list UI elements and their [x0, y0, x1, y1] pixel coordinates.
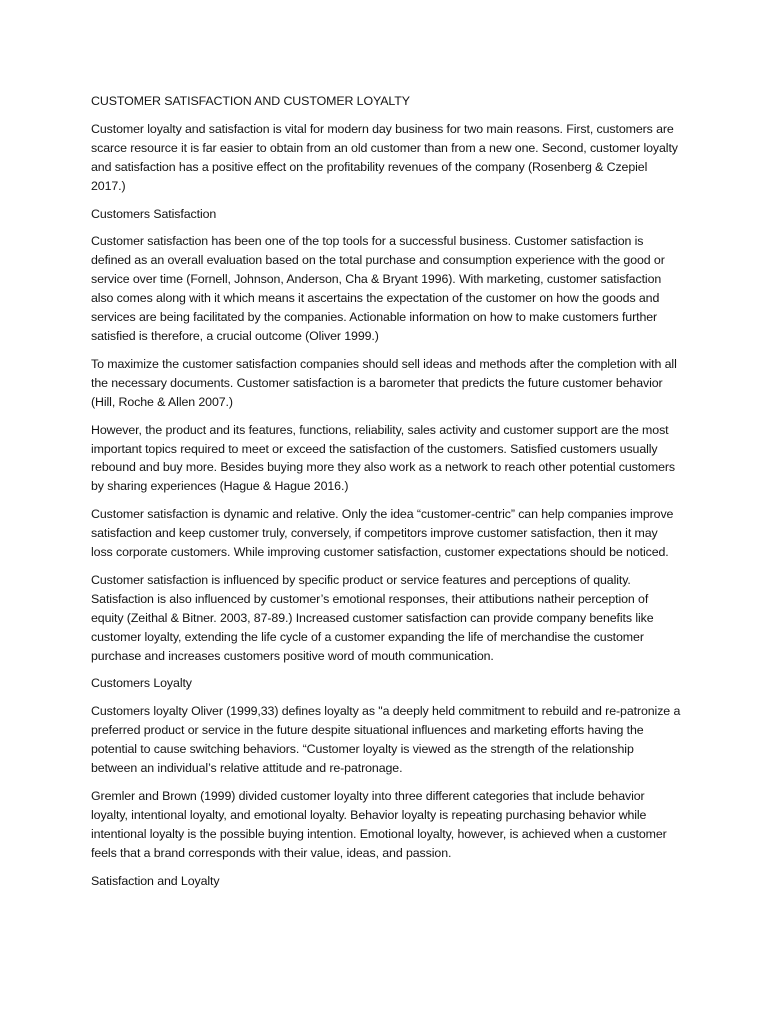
paragraph: Customer satisfaction is influenced by specific product or service features and perceptions of quality. Satisfaction is also influenced by customer’s emotional responses, their attibutions natheir perception of equity (Zeithal & Bitner. 2003, 87-89.) Increased customer satisfaction can provide company benefits like customer loyalty, extending the life cycle of a customer expanding the life of merchandise the customer purchase and increases customers positive word of mouth communication. [91, 572, 654, 663]
paragraph: To maximize the customer satisfaction companies should sell ideas and methods after the completion with all the necessary documents. Customer satisfaction is a barometer that predicts the future customer behavior (Hill, Roche & Allen 2007.) [91, 356, 677, 409]
document-page [91, 92, 681, 900]
section-heading-customers-loyalty: Customers Loyalty [91, 676, 192, 691]
paragraph: Customers loyalty Oliver (1999,33) defines loyalty as "a deeply held commitment to rebuild and re-patronize a preferred product or service in the future despite situational influences and marketing efforts having the potential to cause switching behaviors. “Customer loyalty is viewed as the strength of the relationship between an individual’s relative attitude and re-patronage. [91, 704, 681, 776]
paragraph-intro: Customer loyalty and satisfaction is vital for modern day business for two main reasons. First, customers are scarce resource it is far easier to obtain from an old customer than from a new one. Second, customer loyalty and satisfaction has a positive effect on the profitability revenues of the company (Rosenberg & Czepiel 2017.) [91, 121, 678, 193]
section-heading-satisfaction-and-loyalty: Satisfaction and Loyalty [91, 873, 220, 888]
section-heading-customers-satisfaction: Customers Satisfaction [91, 206, 217, 221]
document-title: CUSTOMER SATISFACTION AND CUSTOMER LOYALTY [91, 94, 410, 108]
paragraph: Gremler and Brown (1999) divided customer loyalty into three different categories that include behavior loyalty, intentional loyalty, and emotional loyalty. Behavior loyalty is repeating purchasing behavior while intentional loyalty is the possible buying intention. Emotional loyalty, however, is achieved when a customer feels that a brand corresponds with their value, ideas, and passion. [91, 789, 667, 860]
paragraph: However, the product and its features, functions, reliability, sales activity and customer support are the most important topics required to meet or exceed the satisfaction of the customers. Satisfied customers usually rebound and buy more. Besides buying more they also work as a network to reach other potential customers by sharing experiences (Hague & Hague 2016.) [91, 422, 675, 494]
paragraph: Customer satisfaction has been one of the top tools for a successful business. Customer satisfaction is defined as an overall evaluation based on the total purchase and consumption experience with the good or service over time (Fornell, Johnson, Anderson, Cha & Bryant 1996). With marketing, customer satisfaction also comes along with it which means it ascertains the expectation of the customer on how the goods and services are being facilitated by the companies. Actionable information on how to make customers further satisfied is therefore, a crucial outcome (Oliver 1999.) [91, 234, 665, 343]
paragraph: Customer satisfaction is dynamic and relative. Only the idea “customer-centric” can help companies improve satisfaction and keep customer truly, conversely, if competitors improve customer satisfaction, then it may loss corporate customers. While improving customer satisfaction, customer expectations should be noticed. [91, 507, 674, 560]
